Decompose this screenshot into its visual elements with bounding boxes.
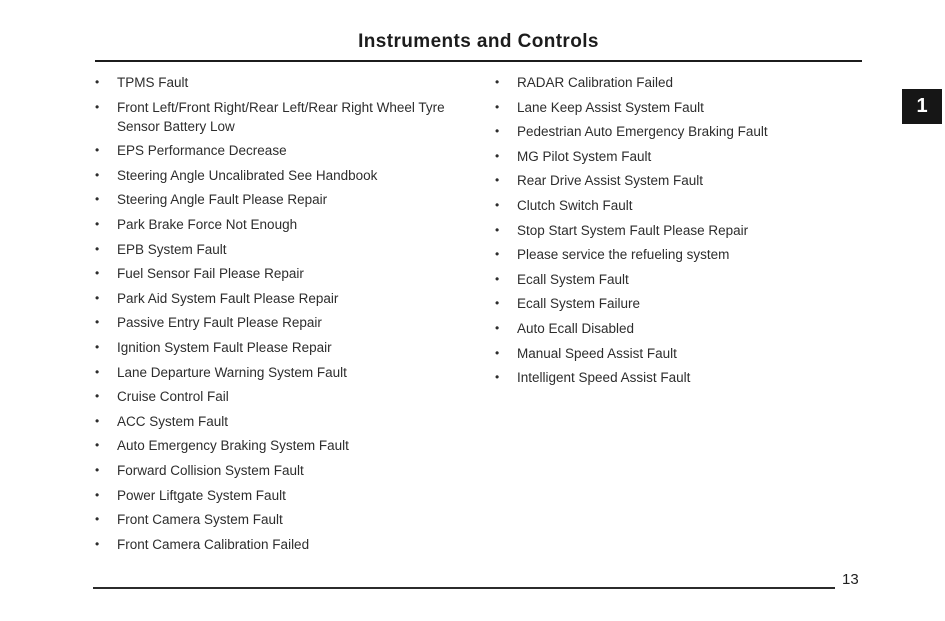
chapter-tab — [902, 89, 942, 124]
list-item-text: Manual Speed Assist Fault — [517, 345, 677, 361]
list-item-text: Ignition System Fault Please Repair — [117, 339, 332, 355]
bullet-icon: • — [95, 192, 100, 207]
list-item — [95, 363, 477, 382]
list-item — [95, 338, 477, 357]
list-item-text: MG Pilot System Fault — [517, 148, 652, 164]
chapter-number: 1 — [916, 95, 928, 117]
bullet-icon: • — [95, 487, 100, 502]
list-item — [95, 412, 477, 431]
bullet-icon: • — [95, 75, 100, 89]
bullet-icon: • — [95, 512, 100, 527]
bullet-icon: • — [95, 167, 100, 182]
fault-list-left — [95, 73, 477, 559]
bullet-icon: • — [95, 413, 100, 428]
list-item-text: Forward Collision System Fault — [117, 462, 304, 478]
list-item-text: Auto Emergency Braking System Fault — [117, 438, 349, 454]
list-item — [95, 461, 477, 480]
bullet-icon: • — [95, 389, 100, 404]
title-rule — [95, 60, 862, 62]
list-item-text: Steering Angle Uncalibrated See Handbook — [117, 167, 378, 183]
list-item-text: Pedestrian Auto Emergency Braking Fault — [517, 124, 768, 140]
list-item — [495, 368, 885, 387]
bullet-icon: • — [495, 148, 500, 163]
list-item — [95, 141, 477, 160]
bullet-icon: • — [495, 271, 500, 286]
bullet-icon: • — [95, 315, 100, 330]
list-item — [495, 73, 885, 92]
list-item — [95, 535, 477, 554]
list-item — [95, 240, 477, 259]
list-item-text: TPMS Fault — [117, 75, 189, 90]
list-item-text: EPB System Fault — [117, 241, 227, 257]
list-item-text: Clutch Switch Fault — [517, 197, 633, 213]
list-item — [95, 264, 477, 283]
bullet-icon: • — [495, 173, 500, 188]
bullet-icon: • — [95, 438, 100, 453]
page-number: 13 — [842, 571, 859, 588]
bullet-icon: • — [495, 320, 500, 335]
list-item — [495, 319, 885, 338]
list-item — [95, 486, 477, 505]
list-item — [95, 98, 477, 136]
list-item-text: Cruise Control Fail — [117, 389, 229, 405]
list-item — [95, 190, 477, 209]
list-item — [495, 270, 885, 289]
list-item-text: Front Left/Front Right/Rear Left/Rear Right Wheel Tyre Sensor Battery Low — [117, 99, 445, 134]
bullet-icon: • — [95, 99, 100, 114]
list-item-text: Power Liftgate System Fault — [117, 487, 286, 503]
list-item — [95, 387, 477, 406]
bullet-icon: • — [495, 124, 500, 139]
list-item-text: Rear Drive Assist System Fault — [517, 173, 704, 189]
list-item-text: Lane Departure Warning System Fault — [117, 364, 347, 380]
list-item-text: Front Camera Calibration Failed — [117, 536, 310, 552]
bullet-icon: • — [495, 345, 500, 360]
bullet-icon: • — [495, 99, 500, 114]
bullet-icon: • — [495, 222, 500, 237]
list-item — [95, 166, 477, 185]
list-item-text: Park Aid System Fault Please Repair — [117, 290, 339, 306]
bullet-icon: • — [95, 241, 100, 256]
bullet-icon: • — [95, 462, 100, 477]
bullet-icon: • — [95, 339, 100, 354]
list-item-text: Intelligent Speed Assist Fault — [517, 370, 691, 386]
list-item — [95, 73, 477, 92]
list-item — [95, 436, 477, 455]
bullet-icon: • — [495, 75, 500, 89]
list-item — [495, 196, 885, 215]
list-item-text: Ecall System Failure — [517, 296, 641, 312]
list-item — [495, 344, 885, 363]
bullet-icon: • — [95, 216, 100, 231]
list-item — [495, 245, 885, 264]
list-item-text: Steering Angle Fault Please Repair — [117, 192, 328, 208]
bullet-icon: • — [95, 364, 100, 379]
list-item — [95, 510, 477, 529]
list-item — [495, 221, 885, 240]
bullet-icon: • — [95, 266, 100, 281]
list-item — [495, 122, 885, 141]
list-item-text: Park Brake Force Not Enough — [117, 216, 298, 232]
bullet-icon: • — [495, 296, 500, 311]
list-item-text: Ecall System Fault — [517, 271, 629, 287]
list-item — [95, 215, 477, 234]
list-item-text: Fuel Sensor Fail Please Repair — [117, 266, 304, 282]
list-item — [495, 294, 885, 313]
bullet-icon: • — [495, 370, 500, 385]
list-item — [95, 289, 477, 308]
footer-rule — [93, 587, 835, 589]
fault-list-right — [495, 73, 885, 393]
list-item-text: Stop Start System Fault Please Repair — [517, 222, 749, 238]
list-item-text: ACC System Fault — [117, 413, 229, 429]
list-item-text: RADAR Calibration Failed — [517, 75, 674, 90]
page-title: Instruments and Controls — [358, 31, 599, 52]
bullet-icon: • — [495, 197, 500, 212]
list-item — [495, 147, 885, 166]
list-item-text: Auto Ecall Disabled — [517, 320, 635, 336]
list-item — [95, 313, 477, 332]
bullet-icon: • — [95, 290, 100, 305]
bullet-icon: • — [95, 536, 100, 551]
list-item — [495, 171, 885, 190]
list-item-text: Please service the refueling system — [517, 247, 730, 263]
list-item-text: Passive Entry Fault Please Repair — [117, 315, 322, 331]
list-item-text: Lane Keep Assist System Fault — [517, 99, 704, 115]
bullet-icon: • — [495, 247, 500, 262]
list-item-text: EPS Performance Decrease — [117, 143, 287, 159]
bullet-icon: • — [95, 143, 100, 158]
list-item-text: Front Camera System Fault — [117, 512, 283, 528]
list-item — [495, 98, 885, 117]
